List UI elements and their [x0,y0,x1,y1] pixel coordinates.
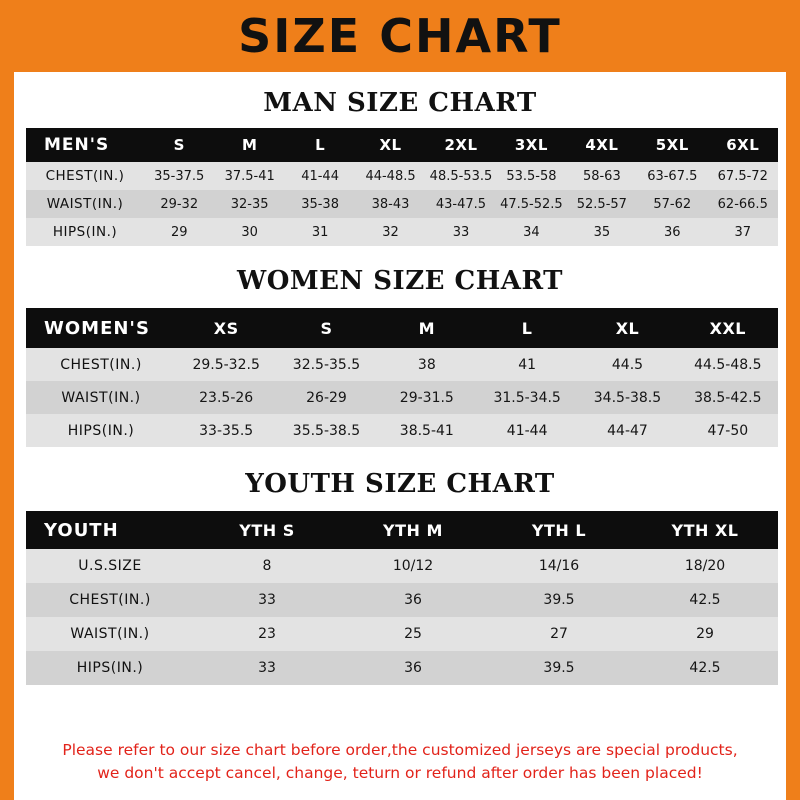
footer-notice [26,725,774,800]
table-cell: 38.5-41 [377,414,477,447]
table-cell: 33 [194,583,340,617]
table-cell: 29 [144,218,214,246]
table-row [26,218,778,246]
table-row [26,162,778,190]
column-header: 2XL [426,128,496,162]
table-cell: 23 [194,617,340,651]
table-cell: 41-44 [477,414,577,447]
table-row [26,190,778,218]
men-size-table [26,128,778,246]
table-cell: 33 [426,218,496,246]
table-cell: 42.5 [632,651,778,685]
table-cell: 38-43 [355,190,425,218]
table-cell: 62-66.5 [708,190,779,218]
table-cell: 27 [486,617,632,651]
table-cell: 39.5 [486,651,632,685]
table-header-row [26,511,778,549]
women-size-table [26,308,778,447]
table-header-row [26,128,778,162]
column-header: XS [176,308,276,348]
table-cell: 42.5 [632,583,778,617]
column-header: 4XL [567,128,637,162]
youth-size-table [26,511,778,685]
table-cell: 44-47 [577,414,677,447]
table-row [26,414,778,447]
table-cell: 35.5-38.5 [276,414,376,447]
column-header: MEN'S [26,128,144,162]
table-cell: 33 [194,651,340,685]
table-cell: 58-63 [567,162,637,190]
table-row [26,583,778,617]
column-header: S [144,128,214,162]
row-label: HIPS(IN.) [26,651,194,685]
table-cell: 36 [637,218,707,246]
table-cell: 10/12 [340,549,486,583]
column-header: L [285,128,355,162]
table-cell: 53.5-58 [496,162,566,190]
table-cell: 47-50 [678,414,778,447]
women-section-title: WOMEN SIZE CHART [237,266,563,296]
column-header: XL [577,308,677,348]
table-cell: 23.5-26 [176,381,276,414]
row-label: CHEST(IN.) [26,583,194,617]
table-cell: 8 [194,549,340,583]
column-header: YTH L [486,511,632,549]
column-header: YTH S [194,511,340,549]
table-cell: 31 [285,218,355,246]
table-cell: 38 [377,348,477,381]
table-cell: 35-38 [285,190,355,218]
column-header: YOUTH [26,511,194,549]
column-header: 3XL [496,128,566,162]
row-label: HIPS(IN.) [26,414,176,447]
table-cell: 43-47.5 [426,190,496,218]
table-cell: 35-37.5 [144,162,214,190]
table-cell: 41 [477,348,577,381]
footer-line-1: Please refer to our size chart before order,the customized jerseys are special products, [62,741,738,760]
table-cell: 35 [567,218,637,246]
column-header: YTH XL [632,511,778,549]
column-header: XXL [678,308,778,348]
table-cell: 34.5-38.5 [577,381,677,414]
column-header: YTH M [340,511,486,549]
table-cell: 29.5-32.5 [176,348,276,381]
table-cell: 37.5-41 [214,162,284,190]
table-row [26,651,778,685]
table-row [26,381,778,414]
table-cell: 38.5-42.5 [678,381,778,414]
row-label: HIPS(IN.) [26,218,144,246]
column-header: M [377,308,477,348]
row-label: CHEST(IN.) [26,348,176,381]
table-cell: 36 [340,651,486,685]
page-title: SIZE CHART [238,9,562,63]
row-label: WAIST(IN.) [26,617,194,651]
chart-content [14,72,786,800]
row-label: WAIST(IN.) [26,381,176,414]
column-header: WOMEN'S [26,308,176,348]
column-header: S [276,308,376,348]
table-cell: 31.5-34.5 [477,381,577,414]
column-header: XL [355,128,425,162]
table-row [26,617,778,651]
table-cell: 33-35.5 [176,414,276,447]
table-cell: 52.5-57 [567,190,637,218]
table-cell: 30 [214,218,284,246]
row-label: CHEST(IN.) [26,162,144,190]
table-cell: 44.5 [577,348,677,381]
table-cell: 57-62 [637,190,707,218]
table-cell: 41-44 [285,162,355,190]
table-cell: 47.5-52.5 [496,190,566,218]
row-label: WAIST(IN.) [26,190,144,218]
table-cell: 18/20 [632,549,778,583]
table-cell: 67.5-72 [708,162,779,190]
row-label: U.S.SIZE [26,549,194,583]
table-cell: 44.5-48.5 [678,348,778,381]
table-cell: 39.5 [486,583,632,617]
table-cell: 32-35 [214,190,284,218]
table-cell: 34 [496,218,566,246]
table-row [26,549,778,583]
column-header: 6XL [708,128,779,162]
table-cell: 36 [340,583,486,617]
table-cell: 48.5-53.5 [426,162,496,190]
table-cell: 32 [355,218,425,246]
table-header-row [26,308,778,348]
table-row [26,348,778,381]
table-cell: 25 [340,617,486,651]
table-cell: 44-48.5 [355,162,425,190]
table-cell: 29 [632,617,778,651]
page-banner [0,0,800,72]
table-cell: 37 [708,218,779,246]
column-header: 5XL [637,128,707,162]
table-cell: 32.5-35.5 [276,348,376,381]
table-cell: 63-67.5 [637,162,707,190]
table-cell: 29-32 [144,190,214,218]
youth-section-title: YOUTH SIZE CHART [245,469,555,499]
footer-line-2: we don't accept cancel, change, teturn or refund after order has been placed! [97,763,703,782]
table-cell: 14/16 [486,549,632,583]
table-cell: 29-31.5 [377,381,477,414]
men-section-title: MAN SIZE CHART [263,88,537,118]
table-cell: 26-29 [276,381,376,414]
column-header: L [477,308,577,348]
column-header: M [214,128,284,162]
